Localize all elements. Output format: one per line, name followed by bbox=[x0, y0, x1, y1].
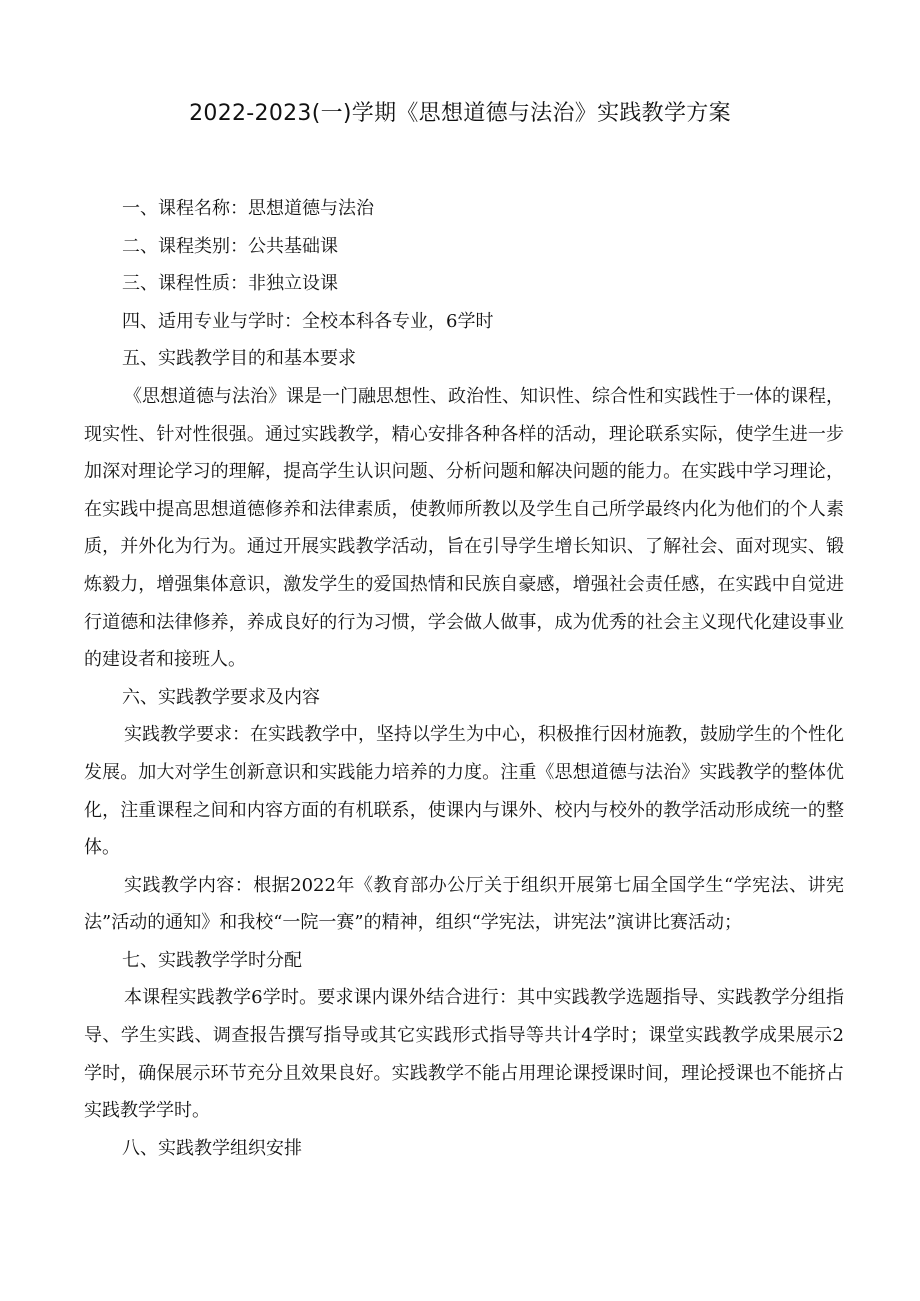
item-course-name: 一、课程名称：思想道德与法治 bbox=[122, 198, 374, 219]
document-title: 2022-2023(一)学期《思想道德与法治》实践教学方案 bbox=[189, 101, 731, 126]
document-body bbox=[84, 190, 844, 1167]
heading-requirements-content: 六、实践教学要求及内容 bbox=[122, 686, 320, 708]
paragraph-goals: 《思想道德与法治》课是一门融思想性、政治性、知识性、综合性和实践性于一体的课程，现实性、针对性很强。通过实践教学，精心安排各种各样的活动，理论联系实际，使学生进一步加深对理论学习的理解，提高学生认识问题、分析问题和解决问题的能力。在实践中学习理论，在实践中提高思想道德修养和法律素质，使教师所教以及学生自己所学最终内化为他们的个人素质，并外化为行为。通过开展实践教学活动，旨在引导学生增长知识、了解社会、面对现实、锻炼毅力，增强集体意识，激发学生的爱国热情和民族自豪感，增强社会责任感，在实践中自觉进行道德和法律修养，养成良好的行为习惯，学会做人做事，成为优秀的社会主义现代化建设事业的建设者和接班人。 bbox=[84, 385, 844, 671]
item-applicable-majors: 四、适用专业与学时：全校本科各专业，6学时 bbox=[122, 310, 494, 332]
paragraph-content: 实践教学内容：根据2022年《教育部办公厅关于组织开展第七届全国学生“学宪法、讲宪法”活动的通知》和我校“一院一赛”的精神，组织“学宪法，讲宪法”演讲比赛活动； bbox=[84, 874, 844, 934]
item-course-nature: 三、课程性质：非独立设课 bbox=[122, 273, 338, 295]
heading-organization: 八、实践教学组织安排 bbox=[122, 1137, 302, 1159]
item-course-category: 二、课程类别：公共基础课 bbox=[122, 235, 338, 257]
paragraph-hours: 本课程实践教学6学时。要求课内课外结合进行：其中实践教学选题指导、实践教学分组指导、学生实践、调查报告撰写指导或其它实践形式指导等共计4学时；课堂实践教学成果展示2学时，确保展示环节充分且效果良好。实践教学不能占用理论课授课时间，理论授课也不能挤占实践教学学时。 bbox=[84, 987, 844, 1122]
heading-hours: 七、实践教学学时分配 bbox=[122, 949, 302, 971]
heading-goals: 五、实践教学目的和基本要求 bbox=[122, 348, 356, 370]
paragraph-requirements: 实践教学要求：在实践教学中，坚持以学生为中心，积极推行因材施教，鼓励学生的个性化发展。加大对学生创新意识和实践能力培养的力度。注重《思想道德与法治》实践教学的整体优化，注重课程之间和内容方面的有机联系，使课内与课外、校内与校外的教学活动形成统一的整体。 bbox=[84, 724, 844, 859]
